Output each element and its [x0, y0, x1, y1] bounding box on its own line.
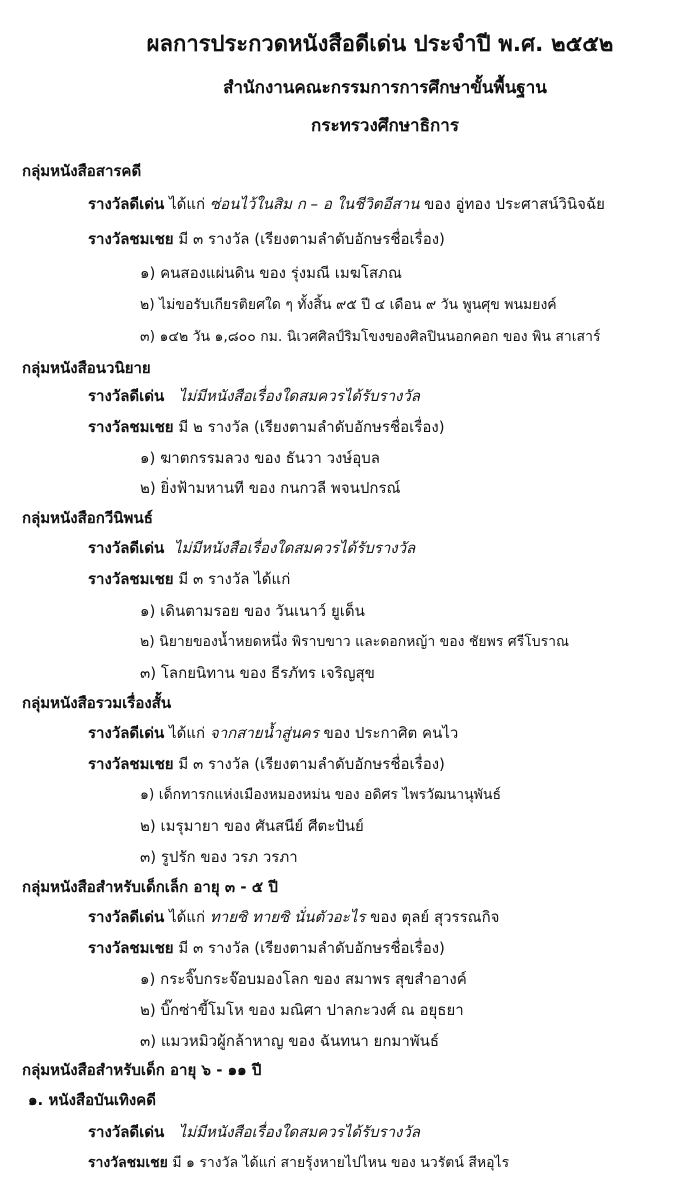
- honorable-text: มี ๓ รางวัล (เรียงตามลำดับอักษรชื่อเรื่อง): [178, 939, 445, 957]
- document-title: ผลการประกวดหนังสือดีเด่น ประจำปี พ.ศ. ๒๕๕๒: [146, 32, 614, 57]
- honorable-label: รางวัลชมเชย: [88, 1155, 168, 1171]
- list-item: ๑) เดินตามรอย ของ วันเนาว์ ยูเด็น: [140, 602, 365, 620]
- list-item: ๒) ไม่ขอรับเกียรติยศใด ๆ ทั้งสิ้น ๙๕ ปี ๔ เดือน ๙ วัน พูนศุข พนมยงค์: [140, 297, 557, 313]
- award-label: รางวัลดีเด่น: [88, 724, 165, 742]
- list-item: ๒) ยิ่งฟ้ามหานที ของ กนกวลี พจนปกรณ์: [140, 479, 401, 497]
- award-prefix: ได้แก่: [169, 724, 206, 742]
- award-label: รางวัลดีเด่น: [88, 1123, 165, 1141]
- award-note: ไม่มีหนังสือเรื่องใดสมควรได้รับรางวัล: [178, 1123, 420, 1141]
- honorable-label: รางวัลชมเชย: [88, 570, 174, 588]
- group-heading: กลุ่มหนังสือสารคดี: [22, 162, 142, 180]
- award-prefix: ได้แก่: [169, 908, 206, 926]
- honorable-mention: [88, 753, 445, 775]
- award-prefix: ได้แก่: [169, 195, 206, 213]
- honorable-text: มี ๓ รางวัล (เรียงตามลำดับอักษรชื่อเรื่อง): [178, 230, 445, 248]
- list-item: ๑) เด็กทารกแห่งเมืองหมองหม่น ของ อดิศร ไพรวัฒนานุพันธ์: [140, 787, 502, 803]
- ministry-name: กระทรวงศึกษาธิการ: [311, 116, 459, 136]
- honorable-label: รางวัลชมเชย: [88, 755, 174, 773]
- outstanding-award: [88, 906, 499, 928]
- award-label: รางวัลดีเด่น: [88, 539, 165, 557]
- list-item: ๒) เมรุมายา ของ ศันสนีย์ ศีตะปันย์: [140, 817, 364, 835]
- award-book-title: ซ่อนไว้ในสิม ก – อ ในชีวิตอีสาน: [209, 195, 420, 213]
- award-note: ไม่มีหนังสือเรื่องใดสมควรได้รับรางวัล: [173, 539, 416, 557]
- honorable-text: มี ๓ รางวัล ได้แก่: [178, 570, 291, 588]
- group-heading: กลุ่มหนังสือสำหรับเด็กเล็ก อายุ ๓ - ๕ ปี: [22, 878, 278, 896]
- outstanding-award: [88, 722, 458, 744]
- outstanding-award: [88, 385, 420, 407]
- list-item: ๓) รูปรัก ของ วรภ วรภา: [140, 848, 298, 866]
- subsection-heading: ๑. หนังสือบันเทิงคดี: [28, 1091, 156, 1109]
- honorable-text: มี ๒ รางวัล (เรียงตามลำดับอักษรชื่อเรื่อง): [178, 418, 445, 436]
- award-author: ของ ประกาศิต คนไว: [323, 724, 459, 742]
- outstanding-award: [88, 537, 415, 559]
- list-item: ๓) โลกยนิทาน ของ ธีรภัทร เจริญสุข: [140, 664, 375, 682]
- honorable-mention: [88, 1152, 509, 1174]
- list-item: ๑) คนสองแผ่นดิน ของ รุ่งมณี เมฆโสภณ: [140, 264, 402, 282]
- organization-name: สำนักงานคณะกรรมการการศึกษาขั้นพื้นฐาน: [223, 78, 547, 98]
- award-author: ของ อู่ทอง ประศาสน์วินิจฉัย: [424, 195, 605, 213]
- honorable-text: มี ๑ รางวัล ได้แก่ สายรุ้งหายไปไหน ของ นวรัตน์ สีหอุไร: [172, 1155, 510, 1171]
- honorable-text: มี ๓ รางวัล (เรียงตามลำดับอักษรชื่อเรื่อง): [178, 755, 445, 773]
- award-label: รางวัลดีเด่น: [88, 387, 165, 405]
- list-item: ๑) ฆาตกรรมลวง ของ ธันวา วงษ์อุบล: [140, 449, 380, 467]
- award-book-title: จากสายน้ำสู่นคร: [209, 724, 319, 742]
- honorable-mention: [88, 568, 290, 590]
- list-item: ๓) แมวหมิวผู้กล้าหาญ ของ ฉันทนา ยกมาพันธ์: [140, 1032, 440, 1050]
- list-item: ๓) ๑๔๒ วัน ๑,๘๐๐ กม. นิเวศศิลป์ริมโขงของศิลปินนอกคอก ของ พิน สาเสาร์: [140, 329, 601, 345]
- award-note: ไม่มีหนังสือเรื่องใดสมควรได้รับรางวัล: [178, 387, 420, 405]
- award-book-title: ทายซิ ทายซิ นั่นตัวอะไร: [209, 908, 366, 926]
- award-label: รางวัลดีเด่น: [88, 195, 165, 213]
- award-label: รางวัลดีเด่น: [88, 908, 165, 926]
- honorable-label: รางวัลชมเชย: [88, 230, 174, 248]
- group-heading: กลุ่มหนังสือนวนิยาย: [22, 359, 151, 377]
- honorable-mention: [88, 416, 445, 438]
- outstanding-award: [88, 193, 605, 215]
- group-heading: กลุ่มหนังสือรวมเรื่องสั้น: [22, 694, 172, 712]
- list-item: ๒) นิยายของน้ำหยดหนึ่ง พิราบขาว และดอกหญ้า ของ ชัยพร ศรีโบราณ: [140, 634, 569, 650]
- honorable-mention: [88, 937, 445, 959]
- group-heading: กลุ่มหนังสือสำหรับเด็ก อายุ ๖ - ๑๑ ปี: [22, 1061, 262, 1079]
- list-item: ๒) บิ๊กซ่าขี้โมโห ของ มณิศา ปาลกะวงศ์ ณ อยุธยา: [140, 1001, 464, 1019]
- outstanding-award: [88, 1121, 420, 1143]
- honorable-label: รางวัลชมเชย: [88, 939, 174, 957]
- award-author: ของ ตุลย์ สุวรรณกิจ: [370, 908, 500, 926]
- list-item: ๑) กระจิ๊บกระจ๊อบมองโลก ของ สมาพร สุขสำอางค์: [140, 970, 467, 988]
- group-heading: กลุ่มหนังสือกวีนิพนธ์: [22, 509, 153, 527]
- honorable-mention: [88, 228, 445, 250]
- honorable-label: รางวัลชมเชย: [88, 418, 174, 436]
